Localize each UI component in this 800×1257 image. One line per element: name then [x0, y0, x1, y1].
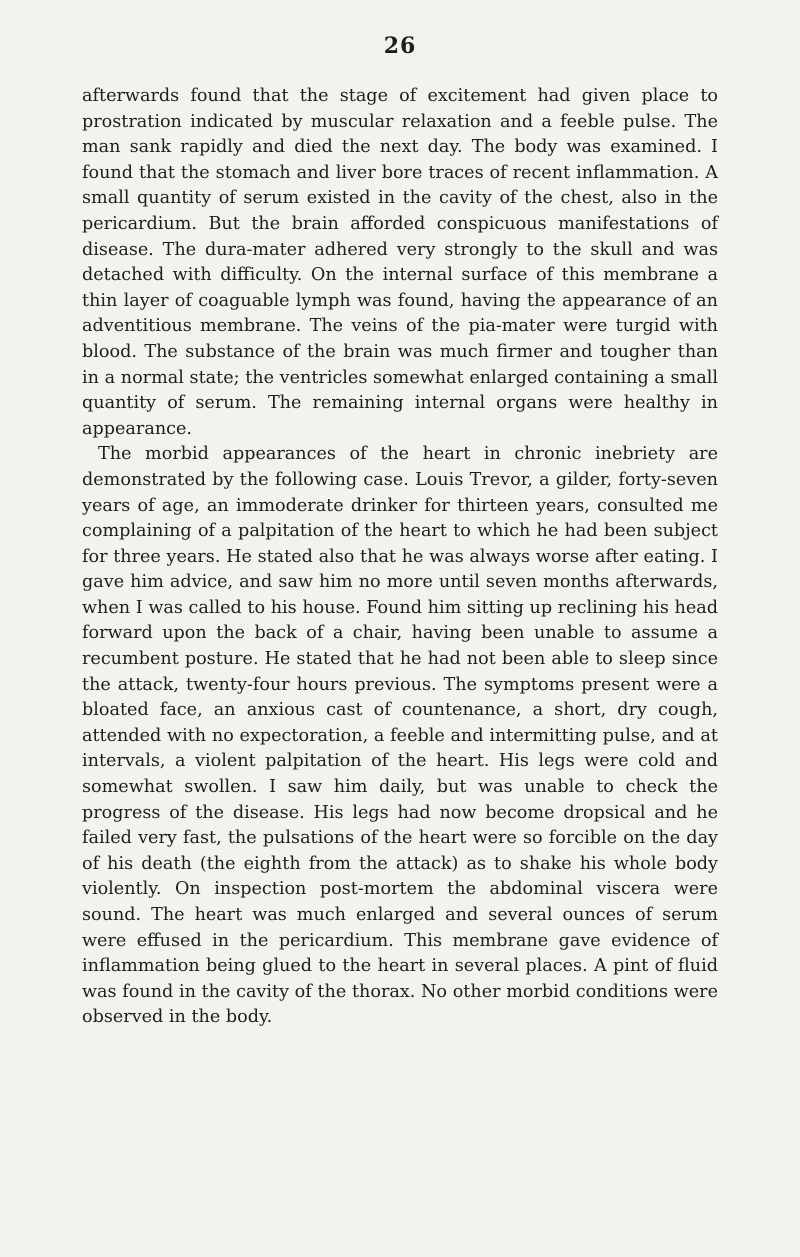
page-number: 26 [383, 33, 417, 59]
paragraph-1: afterwards found that the stage of excitement had given place to prostration indicated by muscular relaxation and a feeble pulse. The man sank rapidly and died the next day. The body was examined. I found that the stomach and liver bore traces of recent inflammation. A small quantity of serum existed in the cavity of the chest, also in the pericardium. But the brain afforded conspicuous manifestations of disease. The dura-mater adhered very strongly to the skull and was detached with difficulty. On the internal surface of this membrane a thin layer of coaguable lymph was found, having the appearance of an adventitious membrane. The veins of the pia-mater were turgid with blood. The substance of the brain was much firmer and tougher than in a normal state; the ventricles somewhat enlarged containing a small quantity of serum. The remaining internal organs were healthy in appearance. [82, 86, 718, 439]
paragraph-2: The morbid appearances of the heart in chronic inebriety are demonstrated by the following case. Louis Trevor, a gilder, forty-seven years of age, an immoderate drinker for thirteen years, consulted me complaining of a palpitation of the heart to which he had been subject for three years. He stated also that he was always worse after eating. I gave him advice, and saw him no more until seven months afterwards, when I was called to his house. Found him sitting up reclining his head forward upon the back of a chair, having been unable to assume a recumbent posture. He stated that he had not been able to sleep since the attack, twenty-four hours previous. The symptoms present were a bloated face, an anxious cast of countenance, a short, dry cough, attended with no expectoration, a feeble and intermitting pulse, and at intervals, a violent palpitation of the heart. His legs were cold and somewhat swollen. I saw him daily, but was unable to check the progress of the disease. His legs had now become dropsical and he failed very fast, the pulsations of the heart were so forcible on the day of his death (the eighth from the attack) as to shake his whole body violently. On inspection post-mortem the abdominal viscera were sound. The heart was much enlarged and several ounces of serum were effused in the pericardium. This membrane gave evidence of inflammation being glued to the heart in several places. A pint of fluid was found in the cavity of the thorax. No other morbid conditions were observed in the body. [82, 444, 718, 1028]
body-text [82, 84, 718, 1031]
